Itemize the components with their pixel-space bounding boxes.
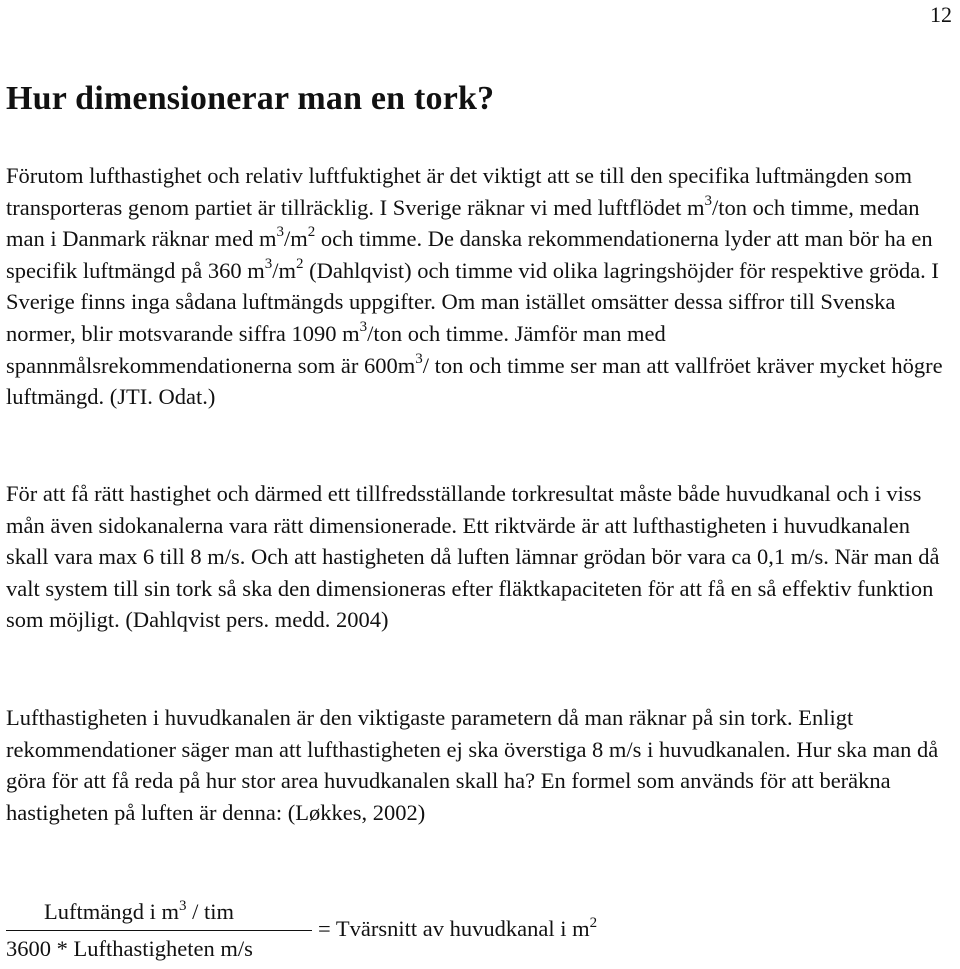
superscript: 3	[276, 224, 285, 241]
velocity-formula	[6, 895, 706, 969]
fraction-bar	[6, 930, 312, 931]
superscript: 3	[264, 255, 273, 272]
formula-denominator: 3600 * Lufthastigheten m/s	[6, 936, 253, 961]
text-run: /ton och timme, medan man i Danmark räknar med m	[6, 194, 920, 252]
result-exponent: 2	[589, 915, 598, 931]
section-heading: Hur dimensionerar man en tork?	[6, 80, 495, 117]
paragraph-channel-dimensioning: För att få rätt hastighet och därmed ett tillfredsställande torkresultat måste både huvudkanal och i viss mån även sidokanalerna vara rätt dimensionerade. Ett riktvärde är att lufthastigheten i huvudkanalen skall vara max 6 till 8 m/s. Och att hastigheten då luften lämnar grödan bör vara ca 0,1 m/s. När man då valt system till sin tork så ska den dimensioneras efter fläktkapaciteten för att få en så effektiv funktion som möjligt. (Dahlqvist pers. medd. 2004)	[6, 481, 940, 633]
formula-result	[318, 916, 597, 942]
superscript: 2	[307, 224, 316, 241]
numerator-unit: / tim	[186, 899, 234, 924]
text-run: /m	[272, 257, 296, 283]
numerator-text: Luftmängd i m	[44, 899, 179, 924]
paragraph-airflow-volume	[6, 160, 956, 413]
page-number: 12	[930, 2, 952, 27]
superscript: 2	[295, 255, 304, 272]
text-run: /ton och timme. Jämför man med spannmålsrekommendationerna som är 600m	[6, 320, 666, 378]
text-run: /m	[284, 226, 308, 252]
text-run: Förutom lufthastighet och relativ luftfuktighet är det viktigt att se till den specifika luftmängden som transporteras genom partiet är tillräcklig. I Sverige räknar vi med luftflödet m	[6, 163, 913, 220]
paragraph-air-velocity: Lufthastigheten i huvudkanalen är den viktigaste parametern då man räknar på sin tork. Enligt rekommendationer säger man att lufthastigheten ej ska överstiga 8 m/s i huvudkanalen. Hur ska man då göra för att få reda på hur stor area huvudkanalen skall ha? En formel som används för att beräkna hastigheten på luften är denna: (Løkkes, 2002)	[6, 705, 939, 825]
superscript: 3	[359, 318, 368, 335]
result-text: = Tvärsnitt av huvudkanal i m	[318, 916, 590, 941]
formula-numerator	[44, 899, 234, 925]
superscript: 3	[415, 350, 423, 367]
text-run: och timme. De danska rekommendationerna lyder att man bör ha en specifik luftmängd på 360 m	[6, 226, 933, 283]
text-run: (Dahlqvist) och timme vid olika lagringshöjder för respektive gröda. I Sverige finns inga sådana luftmängds uppgifter. Om man istället omsätter dessa siffror till Svenska normer, blir motsvarande siffra 1090 m	[6, 257, 939, 346]
numerator-exponent: 3	[178, 898, 187, 914]
superscript: 3	[704, 192, 713, 209]
text-run: / ton och timme ser man att vallfröet kräver mycket högre luftmängd. (JTI. Odat.)	[6, 352, 943, 410]
